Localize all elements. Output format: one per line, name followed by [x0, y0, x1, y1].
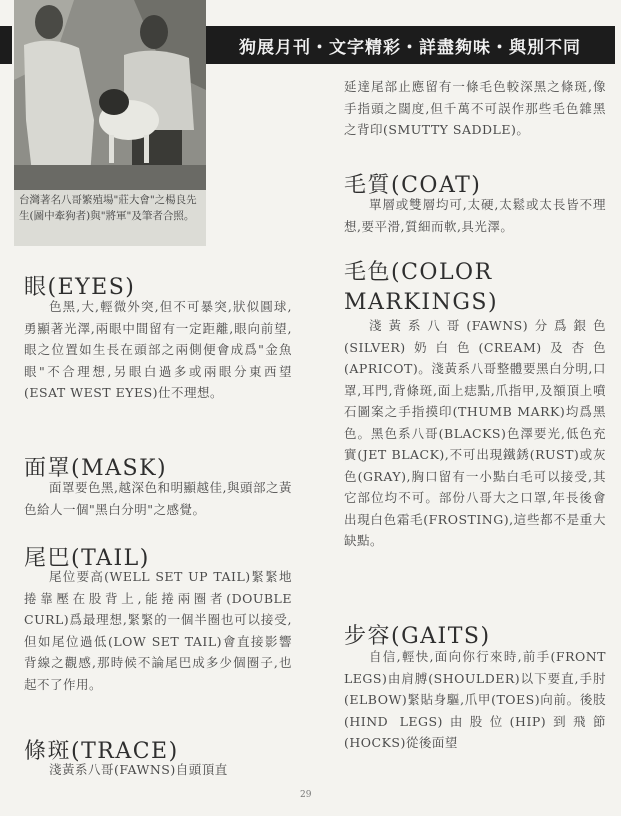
- mask-heading: 面罩(MASK): [24, 456, 168, 481]
- tail-heading: 尾巴(TAIL): [24, 546, 150, 571]
- color-markings-body: 淺黃系八哥(FAWNS)分爲銀色(SILVER)奶白色(CREAM)及杏色(APRICOT)。淺黃系八哥整體要黑白分明,口罩,耳門,背條斑,面上痣點,爪指甲,及額頂上噴石圖案之手指摸印(THUMB MARK)均爲黑色。黑色系八哥(BLACKS)色澤要光,低色充實(JET BLACK),不可出現鐵銹(RUST)或灰色(GRAY),胸口留有一小點白毛可以接受,其它部位均不可。部份八哥大之口罩,年長後會出現白色霜毛(FROSTING),這些都不是重大缺點。: [344, 318, 606, 548]
- gaits-heading: 步容(GAITS): [344, 624, 491, 649]
- eyes-body: 色黑,大,輕微外突,但不可暴突,狀似圓球,勇顯著光澤,兩眼中間留有一定距離,眼向前望,眼之位置如生長在頭部之兩側便會成爲"金魚眼"不合理想,另眼白過多或兩眼分東西望(ESAT WEST EYES)仕不理想。: [24, 299, 292, 400]
- trace-body: 淺黃系八哥(FAWNS)自頭頂直: [49, 762, 228, 777]
- page-number: 29: [300, 790, 312, 800]
- coat-body: 單層或雙層均可,太硬,太鬆或太長皆不理想,要平滑,質細而軟,具光澤。: [344, 197, 606, 234]
- eyes-heading: 眼(EYES): [24, 275, 136, 300]
- tail-body: 尾位要高(WELL SET UP TAIL)緊緊地捲靠壓在股背上,能捲兩圈者(DOUBLE CURL)爲最理想,緊緊的一個半圈也可以接受,但如尾位過低(LOW SET TAIL)會直接影響背線之觀感,那時候不論尾巴成多少個圈子,也起不了作用。: [24, 569, 292, 692]
- dog-show-photo: [14, 0, 206, 190]
- color-markings-heading: 毛色(COLOR MARKINGS): [344, 260, 499, 315]
- mask-body: 面罩要色黑,越深色和明顯越佳,與頭部之黃色給人一個"黑白分明"之感覺。: [24, 480, 292, 517]
- gaits-body: 自信,輕快,面向你行來時,前手(FRONT LEGS)由肩膊(SHOULDER)以下要直,手肘(ELBOW)緊貼身驅,爪甲(TOES)向前。後肢(HIND LEGS)由股位(HIP)到飛節(HOCKS)從後面望: [344, 649, 606, 750]
- coat-heading: 毛質(COAT): [344, 173, 482, 198]
- magazine-banner: 狗展月刊・文字精彩・詳盡夠味・與別不同: [205, 26, 615, 64]
- trace-heading: 條斑(TRACE): [24, 739, 179, 764]
- header-left-bar: [0, 26, 12, 64]
- trace-continued-body: 延達尾部止應留有一條毛色較深黑之條斑,像手指頭之闊度,但千萬不可誤作那些毛色雜黑之背印(SMUTTY SADDLE)。: [344, 79, 606, 137]
- photo-caption: 台灣著名八哥繁殖場"莊大會"之楊良先生(圖中牽狗者)與"將軍"及筆者合照。: [14, 190, 206, 246]
